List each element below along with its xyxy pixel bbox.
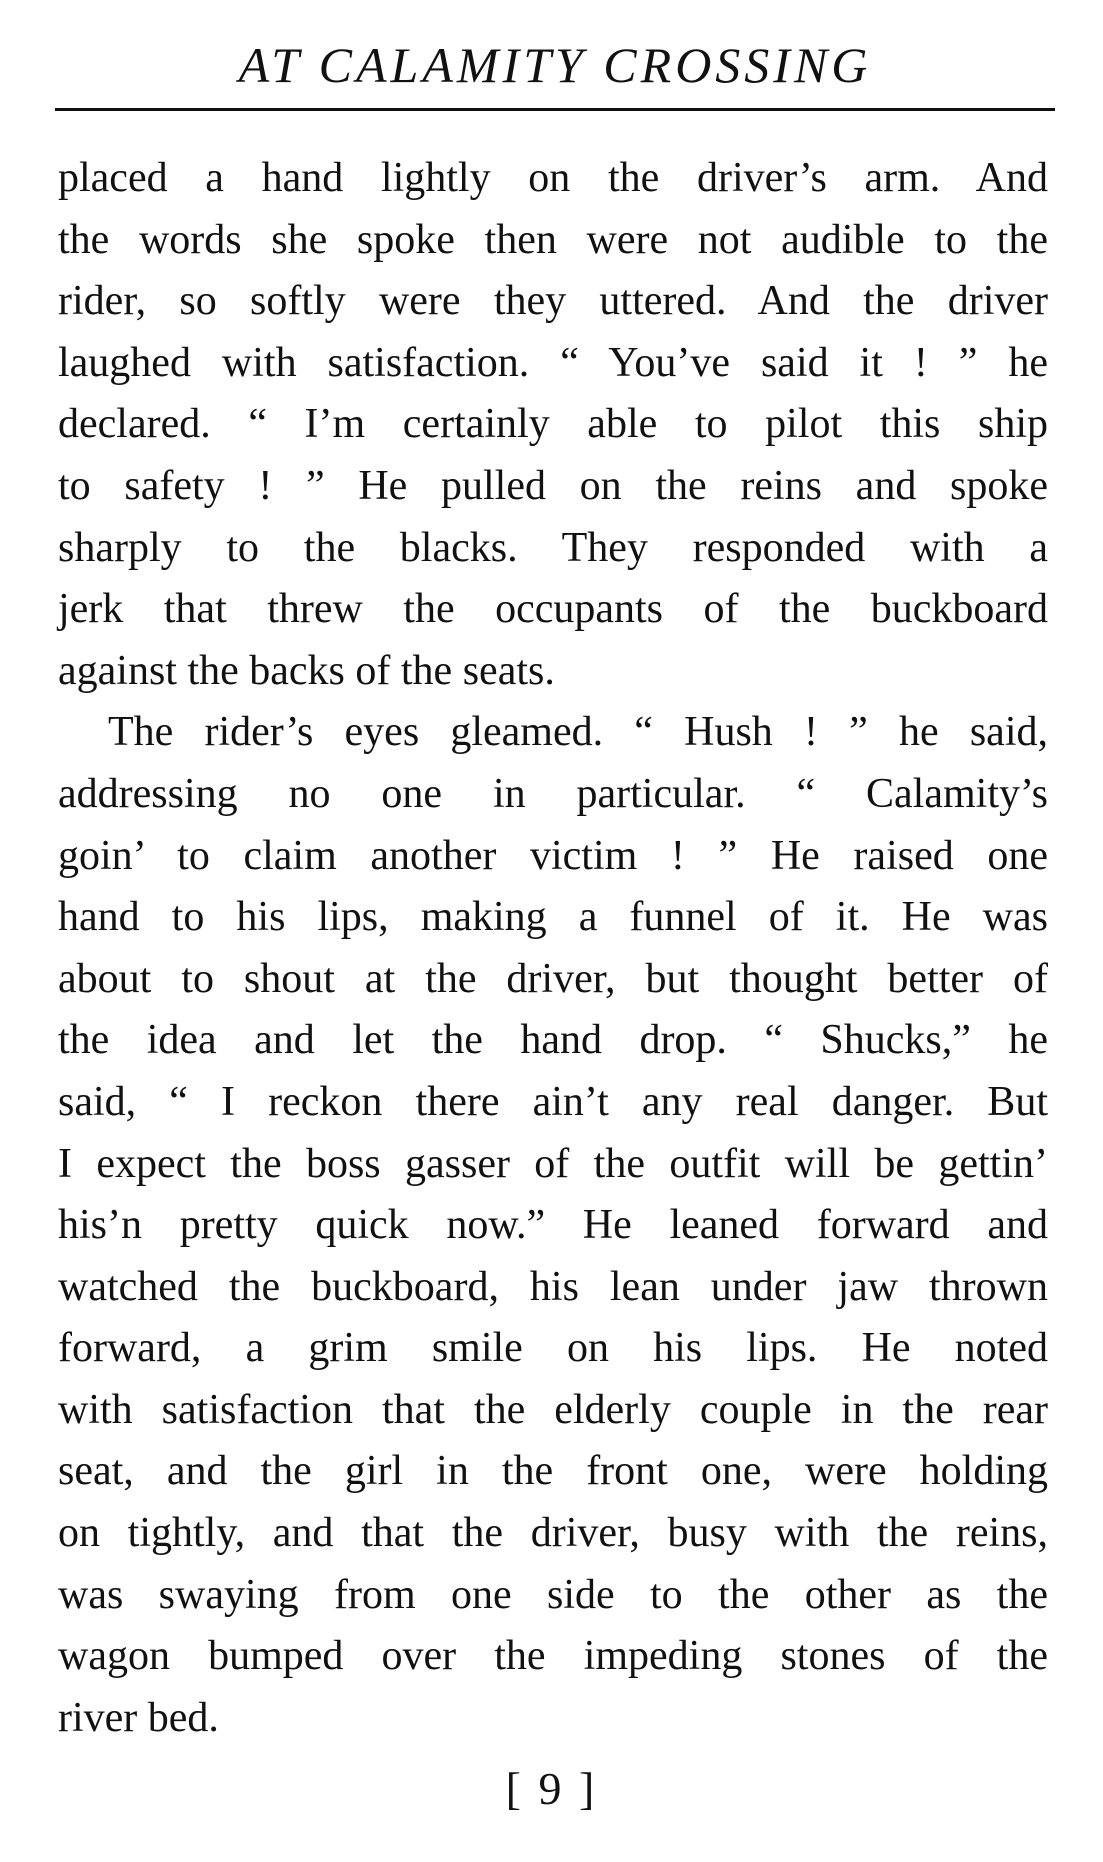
text-line: river bed. [58, 1694, 219, 1741]
paragraph-1 [58, 148, 1048, 702]
text-line: to safety ! ” He pulled on the reins and spoke [58, 462, 1048, 509]
text-line: said, “ I reckon there ain’t any real danger. But [58, 1078, 1048, 1125]
text-line: I expect the boss gasser of the outfit will be gettin’ [58, 1140, 1048, 1187]
text-line: his’n pretty quick now.” He leaned forward and [58, 1202, 1048, 1249]
text-line: sharply to the blacks. They responded with a [58, 524, 1048, 571]
text-line: about to shout at the driver, but thought better of [58, 955, 1048, 1002]
text-line: on tightly, and that the driver, busy with the reins, [58, 1510, 1048, 1557]
paragraph-2 [58, 702, 1048, 1749]
text-line: declared. “ I’m certainly able to pilot this ship [58, 401, 1048, 448]
header-rule [55, 108, 1055, 111]
text-line: hand to his lips, making a funnel of it. He was [58, 894, 1048, 941]
text-line: rider, so softly were they uttered. And the driver [58, 278, 1048, 325]
text-line: The rider’s eyes gleamed. “ Hush ! ” he said, [108, 709, 1048, 756]
text-line: forward, a grim smile on his lips. He noted [58, 1325, 1048, 1372]
text-line: addressing no one in particular. “ Calamity’s [58, 770, 1048, 817]
text-line: laughed with satisfaction. “ You’ve said it ! ” he [58, 339, 1048, 386]
text-line: watched the buckboard, his lean under jaw thrown [58, 1263, 1048, 1310]
text-line: wagon bumped over the impeding stones of the [58, 1633, 1048, 1680]
text-line: was swaying from one side to the other as the [58, 1571, 1048, 1618]
text-line: jerk that threw the occupants of the buckboard [58, 586, 1048, 633]
text-line: against the backs of the seats. [58, 647, 555, 694]
text-line: the words she spoke then were not audible to the [58, 216, 1048, 263]
text-line: the idea and let the hand drop. “ Shucks,” he [58, 1017, 1048, 1064]
text-line: placed a hand lightly on the driver’s arm. And [58, 155, 1048, 201]
text-line: seat, and the girl in the front one, were holding [58, 1448, 1048, 1495]
text-line: with satisfaction that the elderly couple in the rear [58, 1386, 1048, 1433]
body-text [58, 148, 1048, 1749]
page-number: [ 9 ] [505, 1763, 598, 1814]
running-title: AT CALAMITY CROSSING [238, 37, 872, 93]
text-line: goin’ to claim another victim ! ” He raised one [58, 832, 1048, 879]
